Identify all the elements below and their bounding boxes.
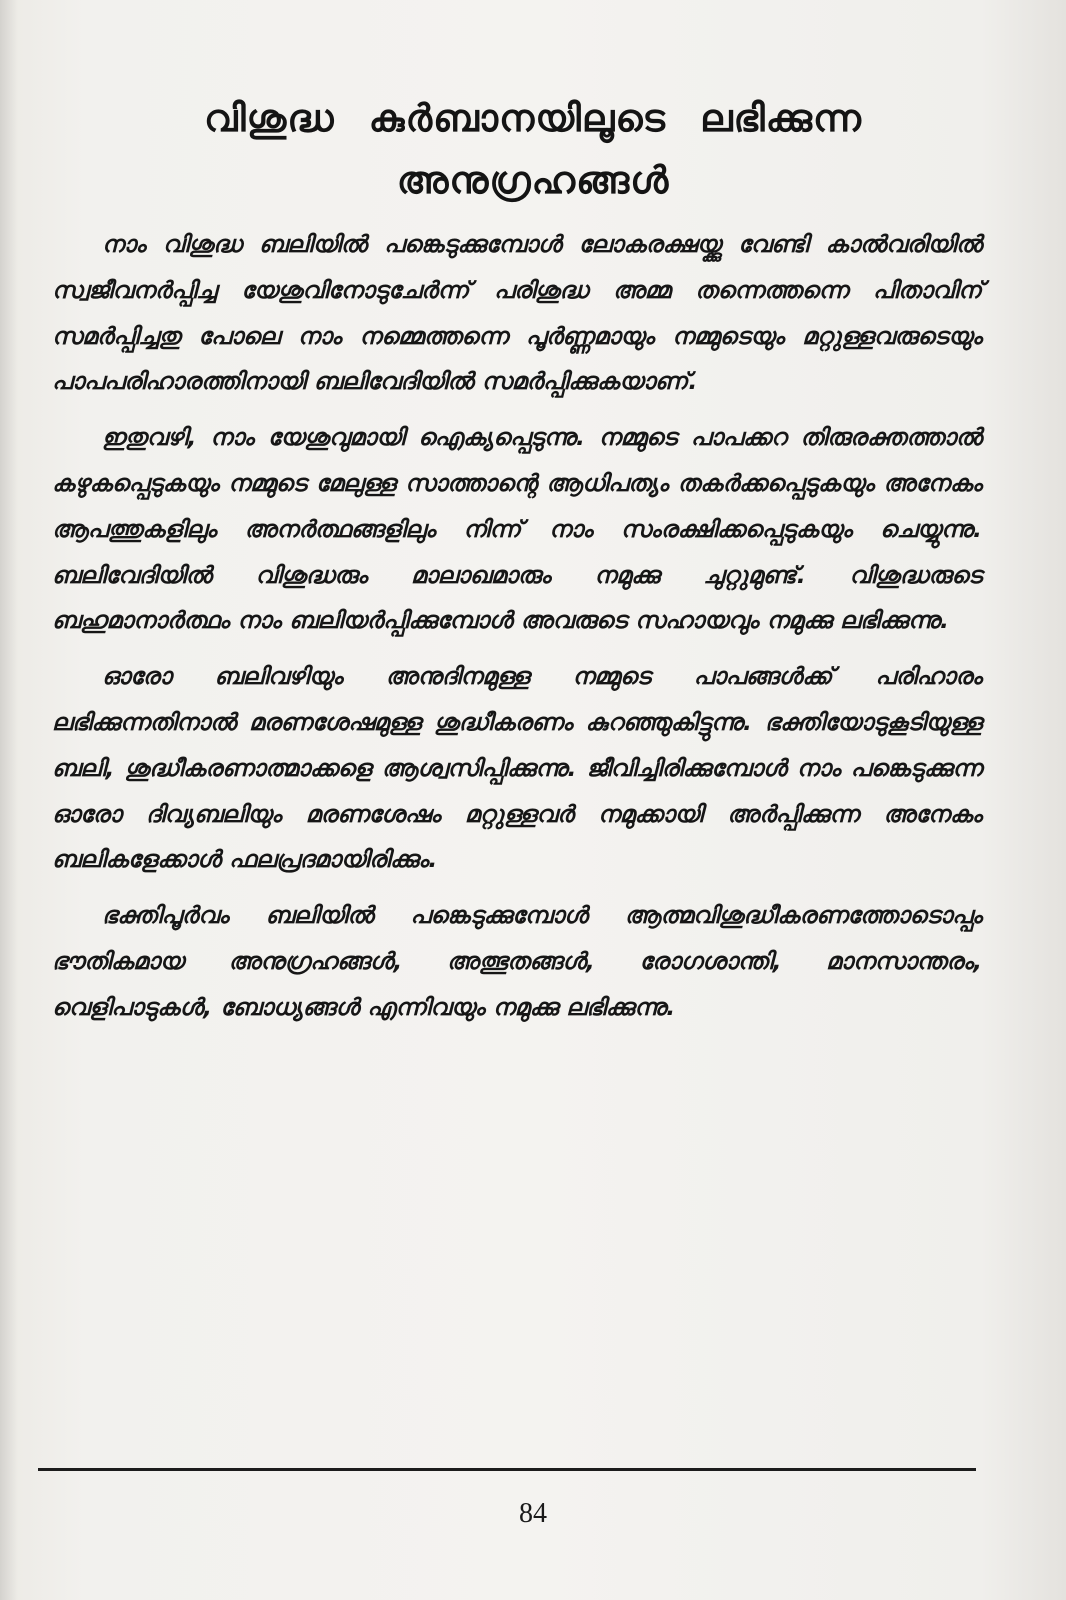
paragraph-4: ഭക്തിപൂർവം ബലിയിൽ പങ്കെടുക്കുമ്പോൾ ആത്മവിശുദ്ധീകരണത്തോടൊപ്പം ഭൗതികമായ അനുഗ്രഹങ്ങൾ, അത്ഭുതങ്ങൾ, രോഗശാന്തി, മാനസാന്തരം, വെളിപാടുകൾ, ബോധ്യങ്ങൾ എന്നിവയും നമുക്കു ലഭിക്കുന്നു. bbox=[52, 901, 982, 1021]
chapter-title-line-2: അനുഗ്രഹങ്ങൾ bbox=[396, 158, 670, 202]
body-text bbox=[52, 222, 982, 1041]
paragraph-3: ഓരോ ബലിവഴിയും അനുദിനമുള്ള നമ്മുടെ പാപങ്ങൾക്ക് പരിഹാരം ലഭിക്കുന്നതിനാൽ മരണശേഷമുള്ള ശുദ്ധീകരണം കുറഞ്ഞുകിട്ടുന്നു. ഭക്തിയോടുകൂടിയുള്ള ബലി, ശുദ്ധീകരണാത്മാക്കളെ ആശ്വസിപ്പിക്കുന്നു. ജീവിച്ചിരിക്കുമ്പോൾ നാം പങ്കെടുക്കുന്ന ഓരോ ദിവ്യബലിയും മരണശേഷം മറ്റുള്ളവർ നമുക്കായി അർപ്പിക്കുന്ന അനേകം ബലികളേക്കാൾ ഫലപ്രദമായിരിക്കും. bbox=[52, 662, 982, 874]
chapter-title-line-1: വിശുദ്ധ കുർബാനയിലൂടെ ലഭിക്കുന്ന bbox=[204, 96, 862, 140]
spine-shadow bbox=[0, 0, 18, 1600]
paragraph-2: ഇതുവഴി, നാം യേശുവുമായി ഐക്യപ്പെടുന്നു. നമ്മുടെ പാപക്കറ തിരുരക്തത്താൽ കഴുകപ്പെടുകയും നമ്മുടെ മേലുള്ള സാത്താന്റെ ആധിപത്യം തകർക്കപ്പെടുകയും അനേകം ആപത്തുകളിലും അനർത്ഥങ്ങളിലും നിന്ന് നാം സംരക്ഷിക്കപ്പെടുകയും ചെയ്യുന്നു. ബലിവേദിയിൽ വിശുദ്ധരും മാലാഖമാരും നമുക്കു ചുറ്റുമുണ്ട്. വിശുദ്ധരുടെ ബഹുമാനാർത്ഥം നാം ബലിയർപ്പിക്കുമ്പോൾ അവരുടെ സഹായവും നമുക്കു ലഭിക്കുന്നു. bbox=[52, 423, 982, 635]
paragraph-1: നാം വിശുദ്ധ ബലിയിൽ പങ്കെടുക്കുമ്പോൾ ലോകരക്ഷയ്ക്കു വേണ്ടി കാൽവരിയിൽ സ്വജീവനർപ്പിച്ച യേശുവിനോടുചേർന്ന് പരിശുദ്ധ അമ്മ തന്നെത്തന്നെ പിതാവിന് സമർപ്പിച്ചതു പോലെ നാം നമ്മെത്തന്നെ പൂർണ്ണമായും നമ്മുടെയും മറ്റുള്ളവരുടെയും പാപപരിഹാരത്തിനായി ബലിവേദിയിൽ സമർപ്പിക്കുകയാണ്. bbox=[52, 230, 982, 396]
page-number: 84 bbox=[519, 1498, 547, 1529]
footer-rule bbox=[38, 1468, 976, 1471]
